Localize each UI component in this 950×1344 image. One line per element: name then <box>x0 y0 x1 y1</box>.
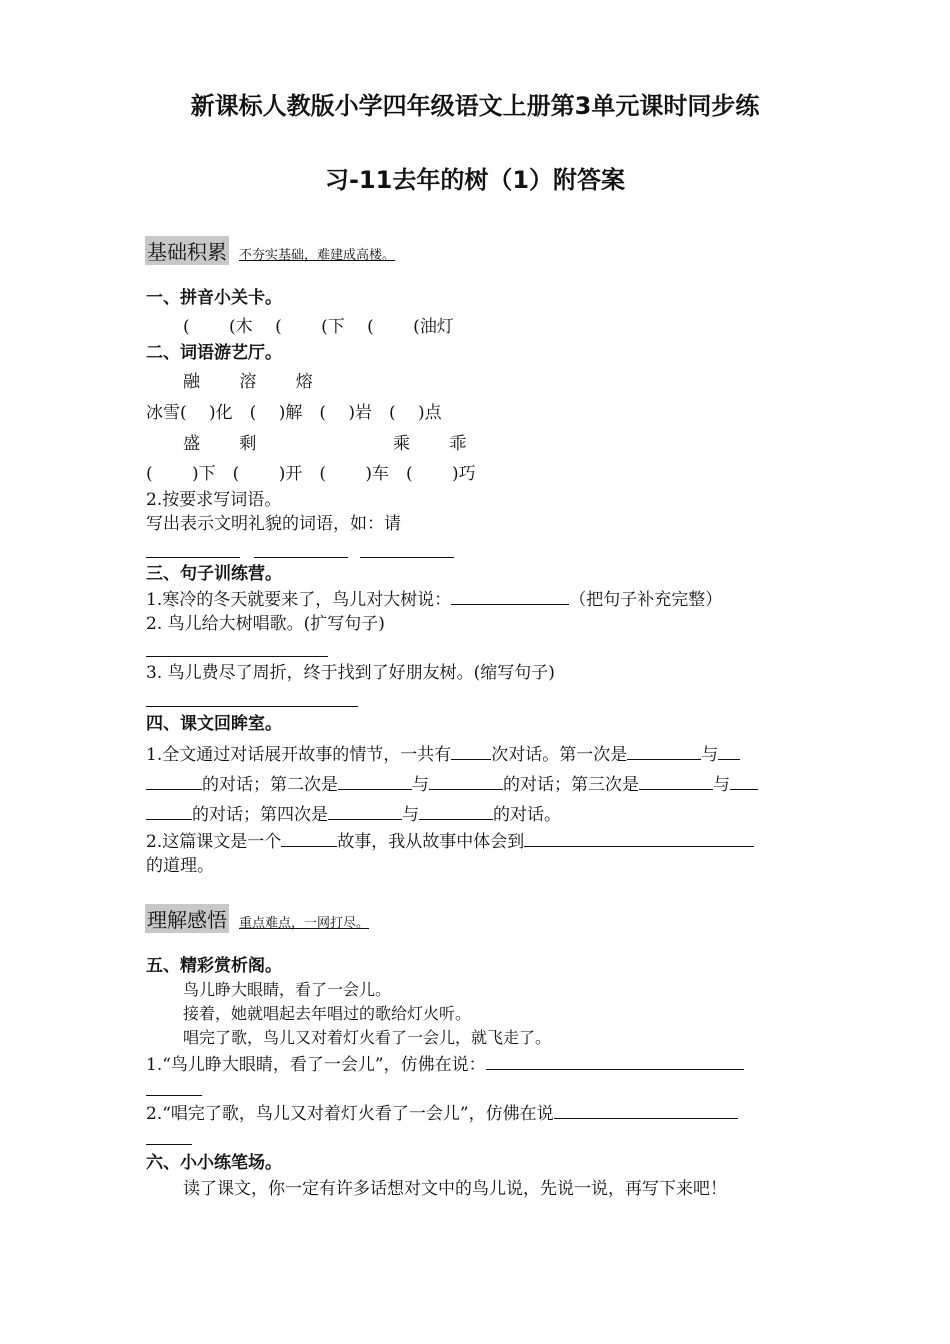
answer-blank[interactable] <box>146 655 328 657</box>
answer-blank[interactable] <box>524 830 754 847</box>
answer-blank[interactable] <box>146 556 240 558</box>
document-title-line1: 新课标人教版小学四年级语文上册第3单元课时同步练 <box>190 92 760 120</box>
q4-text: 与 <box>412 775 429 795</box>
q3-sentence-1-text: 1.寒冷的冬天就要来了，鸟儿对大树说： <box>146 590 452 610</box>
answer-blank[interactable] <box>146 705 358 707</box>
section-basic-motto: 不夯实基础，难建成高楼。 <box>239 248 396 263</box>
q4-text: 与 <box>713 775 730 795</box>
q4-line-2 <box>146 773 758 796</box>
section-understand-motto: 重点难点，一网打尽。 <box>239 916 370 931</box>
q4-text: 的对话。 <box>493 805 561 825</box>
answer-blank[interactable] <box>338 773 412 790</box>
q5-passage-line-2: 接着，她就唱起去年唱过的歌给灯火听。 <box>183 1004 472 1023</box>
q4-text: 的对话；第四次是 <box>192 805 328 825</box>
q4-text: 与 <box>402 805 419 825</box>
q4-text: 的对话；第二次是 <box>202 775 338 795</box>
q2-fill-line-1: 冰雪( )化 ( )解 ( )岩 ( )点 <box>146 403 442 423</box>
answer-blank[interactable] <box>718 743 740 760</box>
answer-blank[interactable] <box>554 1102 738 1119</box>
q4-text: 次对话。第一次是 <box>491 745 628 765</box>
q6-prompt: 读了课文，你一定有许多话想对文中的鸟儿说，先说一说，再写下来吧！ <box>183 1179 727 1199</box>
document-title-line2: 习-11去年的树（1）附答案 <box>324 166 626 194</box>
answer-blank[interactable] <box>146 1094 202 1096</box>
q5-passage-line-3: 唱完了歌，鸟儿又对着灯火看了一会儿，就飞走了。 <box>183 1028 552 1047</box>
q2-char-group-2b: 乘 乖 <box>393 434 467 454</box>
answer-blank[interactable] <box>639 773 713 790</box>
q4-text: 故事，我从故事中体会到 <box>337 832 525 852</box>
q5-question-1 <box>146 1053 744 1076</box>
q4-line-5: 的道理。 <box>146 856 214 876</box>
answer-blank[interactable] <box>730 773 758 790</box>
q4-text: 1.全文通过对话展开故事的情节，一共有 <box>146 745 452 765</box>
section-understand-header <box>145 904 369 933</box>
q1-heading: 一、拼音小关卡。 <box>146 288 282 308</box>
q3-sentence-1 <box>146 588 722 611</box>
q6-heading: 六、小小练笔场。 <box>146 1153 282 1173</box>
q3-heading: 三、句子训练营。 <box>146 564 282 584</box>
q4-line-1 <box>146 743 740 766</box>
q4-line-4 <box>146 830 754 853</box>
answer-blank[interactable] <box>627 743 701 760</box>
q5-question-1-text: 1.“鸟儿睁大眼睛，看了一会儿”，仿佛在说： <box>146 1055 486 1075</box>
q5-heading: 五、精彩赏析阁。 <box>146 956 282 976</box>
q5-question-2 <box>146 1102 738 1125</box>
section-understand-label: 理解感悟 <box>145 904 229 933</box>
answer-blank[interactable] <box>146 773 202 790</box>
q4-text: 2.这篇课文是一个 <box>146 832 282 852</box>
q2-heading: 二、词语游艺厅。 <box>146 343 282 363</box>
answer-blank[interactable] <box>328 803 402 820</box>
answer-blank[interactable] <box>254 556 348 558</box>
answer-blank[interactable] <box>486 1053 744 1070</box>
q2-fill-line-2: ( )下 ( )开 ( )车 ( )巧 <box>146 464 476 484</box>
answer-blank[interactable] <box>146 1143 192 1145</box>
q2-sub2-desc: 写出表示文明礼貌的词语，如：请 <box>146 514 401 534</box>
q5-question-2-text: 2.“唱完了歌，鸟儿又对着灯火看了一会儿”，仿佛在说 <box>146 1104 554 1124</box>
q2-char-group-2a: 盛 剩 <box>183 434 257 454</box>
section-basic-label: 基础积累 <box>145 236 229 265</box>
q2-char-group-1: 融 溶 熔 <box>183 372 313 392</box>
answer-blank[interactable] <box>451 588 569 605</box>
answer-blank[interactable] <box>360 556 454 558</box>
q5-passage-line-1: 鸟儿睁大眼睛，看了一会儿。 <box>183 980 392 999</box>
q4-text: 与 <box>701 745 719 765</box>
q3-sentence-3: 3. 鸟儿费尽了周折，终于找到了好朋友树。(缩写句子) <box>146 663 555 683</box>
section-basic-header <box>145 236 395 265</box>
q4-text: 的对话；第三次是 <box>503 775 639 795</box>
q1-pinyin-line: ( (木 ( (下 ( (油灯 <box>183 317 454 337</box>
q3-sentence-2: 2. 鸟儿给大树唱歌。(扩写句子) <box>146 614 385 634</box>
q3-sentence-1-note: （把句子补充完整） <box>569 590 723 610</box>
q4-heading: 四、课文回眸室。 <box>146 714 282 734</box>
q2-sub2-title: 2.按要求写词语。 <box>146 490 282 510</box>
answer-blank[interactable] <box>419 803 493 820</box>
q4-line-3 <box>146 803 561 826</box>
answer-blank[interactable] <box>281 830 337 847</box>
answer-blank[interactable] <box>429 773 503 790</box>
answer-blank[interactable] <box>146 803 192 820</box>
answer-blank[interactable] <box>451 743 491 760</box>
